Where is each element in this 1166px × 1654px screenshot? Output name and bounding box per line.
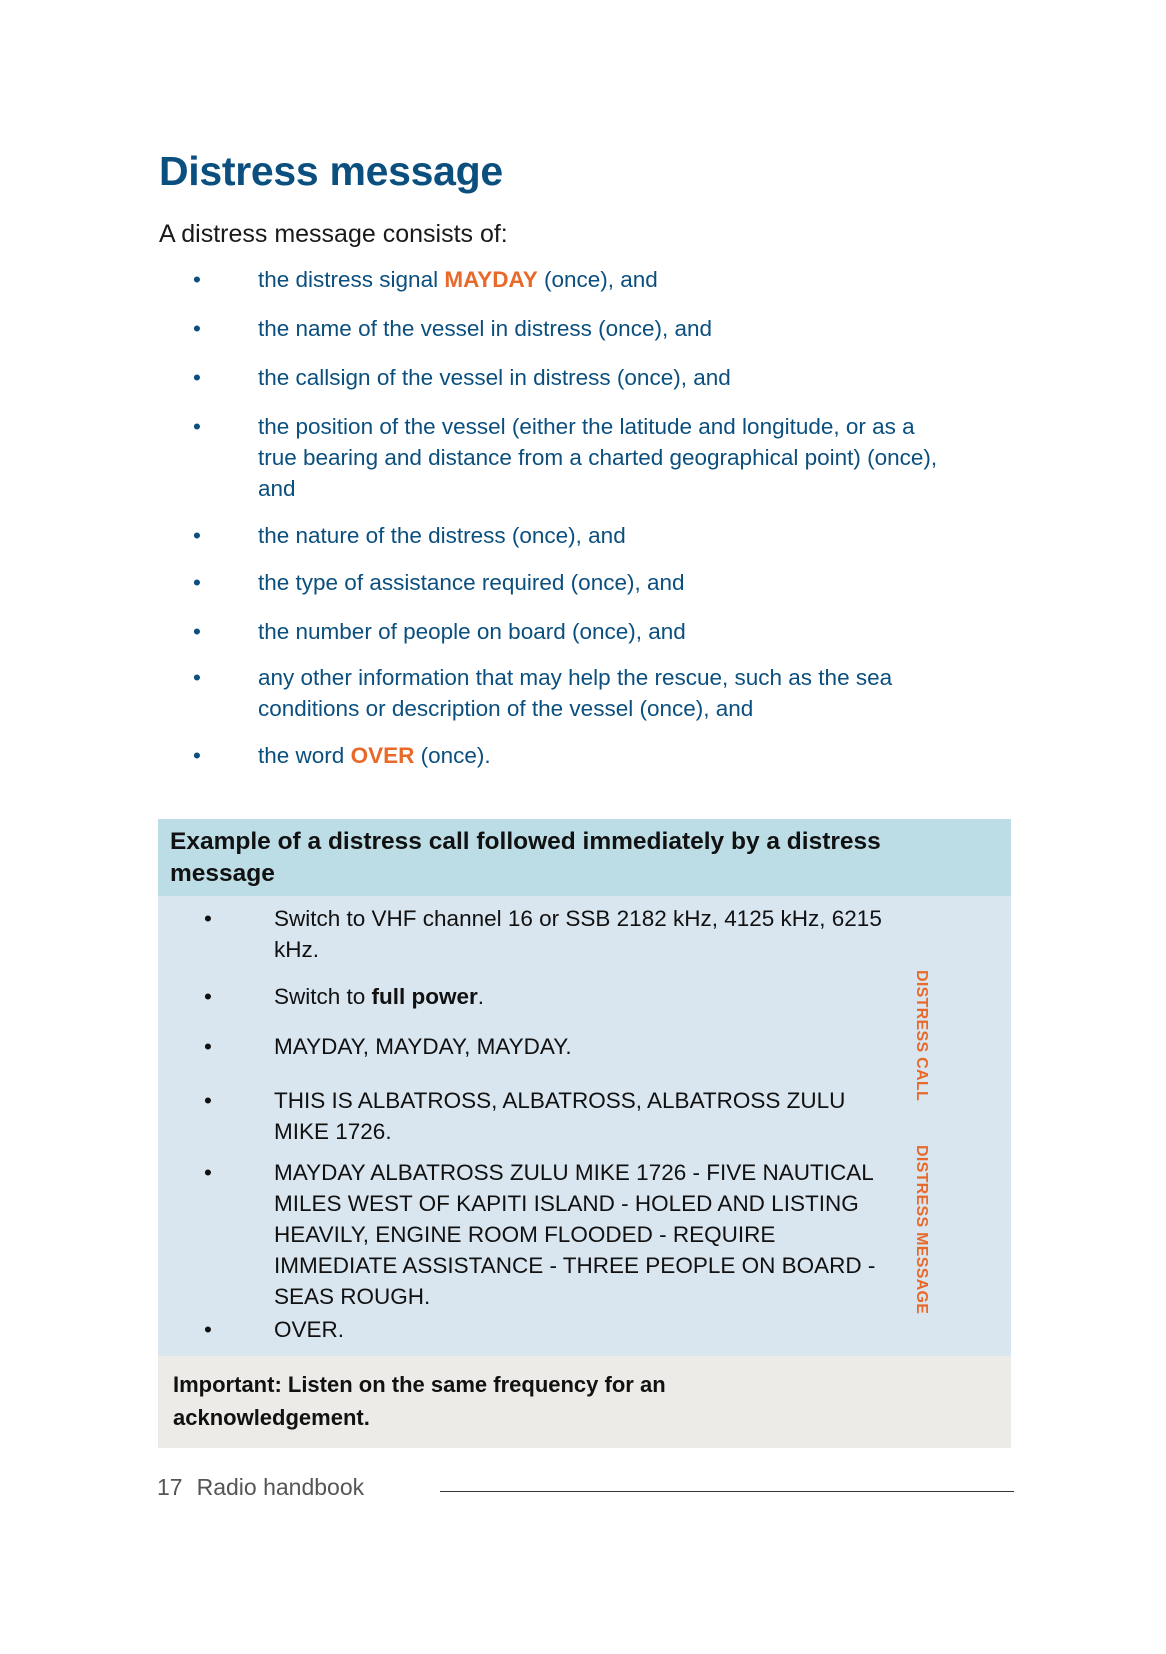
item-text-after: (once), and (537, 267, 658, 292)
item-text: the number of people on board (once), and (258, 619, 686, 644)
example-box-header (158, 819, 1011, 896)
page-footer (157, 1474, 364, 1501)
item-text-after: (once). (414, 743, 491, 768)
item-text: the word (258, 743, 351, 768)
item-text: the nature of the distress (once), and (258, 523, 626, 548)
bullet-icon: • (193, 743, 201, 768)
highlight-mayday: MAYDAY (444, 267, 538, 292)
bullet-icon: • (193, 619, 201, 644)
bullet-icon: • (204, 1160, 212, 1185)
bullet-icon: • (204, 1088, 212, 1113)
bullet-icon: • (193, 414, 201, 439)
highlight-over: OVER (350, 743, 415, 768)
step-text: MAYDAY, MAYDAY, MAYDAY. (274, 1034, 572, 1059)
footer-title: Radio handbook (196, 1474, 365, 1500)
page-number: 17 (157, 1474, 183, 1500)
bullet-icon: • (204, 1034, 212, 1059)
important-note (158, 1356, 1011, 1448)
item-text: the name of the vessel in distress (once), and (258, 316, 712, 341)
bullet-icon: • (204, 1317, 212, 1342)
step-text: THIS IS ALBATROSS, ALBATROSS, ALBATROSS ZULU MIKE 1726. (274, 1088, 846, 1144)
footer-divider (440, 1491, 1014, 1492)
item-text: the position of the vessel (either the latitude and longitude, or as a true bearing and distance from a charted geographical point) (once), and (258, 414, 938, 501)
step-text: OVER. (274, 1317, 345, 1342)
bullet-icon: • (193, 365, 201, 390)
step-text-after: . (477, 984, 485, 1009)
important-text: Important: Listen on the same frequency for an acknowledgement. (173, 1372, 666, 1430)
bullet-icon: • (193, 267, 201, 292)
step-text: MAYDAY ALBATROSS ZULU MIKE 1726 - FIVE NAUTICAL MILES WEST OF KAPITI ISLAND - HOLED AND LISTING HEAVILY, ENGINE ROOM FLOODED - REQUIRE IMMEDIATE ASSISTANCE - THREE PEOPLE ON BOARD - SEAS ROUGH. (274, 1160, 876, 1309)
example-box-body (158, 896, 1011, 1356)
bullet-icon: • (204, 984, 212, 1009)
intro-text: A distress message consists of: (159, 220, 508, 248)
example-box (158, 819, 1011, 1448)
step-bold-text: full power (371, 984, 478, 1009)
bullet-icon: • (193, 316, 201, 341)
bullet-icon: • (204, 906, 212, 931)
distress-call-label: DISTRESS CALL (913, 970, 930, 1102)
item-text: the type of assistance required (once), and (258, 570, 685, 595)
item-text: any other information that may help the rescue, such as the sea conditions or description of the vessel (once), and (258, 665, 893, 721)
example-heading: Example of a distress call followed immediately by a distress message (170, 828, 881, 887)
bullet-icon: • (193, 523, 201, 548)
bullet-icon: • (193, 570, 201, 595)
item-text: the callsign of the vessel in distress (once), and (258, 365, 731, 390)
step-text: Switch to (274, 984, 372, 1009)
step-text: Switch to VHF channel 16 or SSB 2182 kHz, 4125 kHz, 6215 kHz. (274, 906, 882, 962)
item-text: the distress signal (258, 267, 445, 292)
page-title: Distress message (159, 148, 503, 194)
bullet-icon: • (193, 665, 201, 690)
distress-message-label: DISTRESS MESSAGE (913, 1145, 930, 1315)
